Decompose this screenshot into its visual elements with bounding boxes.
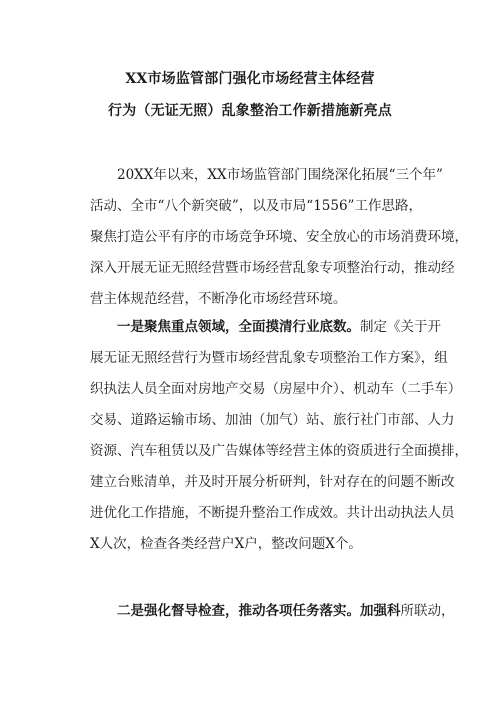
paragraph-line: 20XX年以来，XX市场监管部门围绕深化拓展“三个年” — [117, 167, 443, 183]
paragraph-line: X人次，检查各类经营户X户，整改问题X个。 — [90, 536, 362, 552]
paragraph-line: 聚焦打造公平有序的市场竞争环境、安全放心的市场消费环境， — [90, 229, 468, 245]
paragraph-line — [90, 596, 455, 627]
document-title-line-2: 行为（无证无照）乱象整治工作新措施新亮点 — [108, 103, 392, 119]
paragraph-line: 织执法人员全面对房地产交易（房屋中介）、机动车（二手车） — [90, 381, 462, 397]
paragraph-line: 进优化工作措施，不断提升整治工作成效。共计出动执法人员 — [90, 505, 455, 521]
paragraph-line: 展无证无照经营行为暨市场经营乱象专项整治工作方案》，组 — [90, 350, 448, 366]
paragraph-lead: 一是聚焦重点领域，全面摸清行业底数。 — [117, 319, 360, 335]
paragraph-point-two — [90, 596, 455, 627]
paragraph-line: 建立台账清单，并及时开展分析研判，针对存在的问题不断改 — [90, 474, 455, 490]
paragraph-line: 资源、汽车租赁以及广告媒体等经营主体的资质进行全面摸排， — [90, 443, 468, 459]
paragraph-line — [90, 312, 440, 343]
paragraph-point-one — [90, 312, 468, 560]
paragraph-line: 深入开展无证无照经营暨市场经营乱象专项整治行动，推动经 — [90, 260, 455, 276]
paragraph-line-rest: 所联动， — [400, 603, 455, 619]
paragraph-intro — [90, 160, 468, 315]
paragraph-line: 活动、全市“八个新突破”，以及市局“1556”工作思路， — [90, 198, 422, 214]
paragraph-lead: 二是强化督导检查，推动各项任务落实。 — [117, 603, 360, 619]
paragraph-lead-continued: 加强科 — [360, 603, 401, 619]
paragraph-line-rest: 制定《关于开 — [360, 319, 441, 335]
paragraph-line: 营主体规范经营，不断净化市场经营环境。 — [90, 291, 347, 307]
paragraph-line: 交易、道路运输市场、加油（加气）站、旅行社门市部、人力 — [90, 412, 455, 428]
document-title-line-1: XX市场监管部门强化市场经营主体经营 — [125, 71, 375, 87]
